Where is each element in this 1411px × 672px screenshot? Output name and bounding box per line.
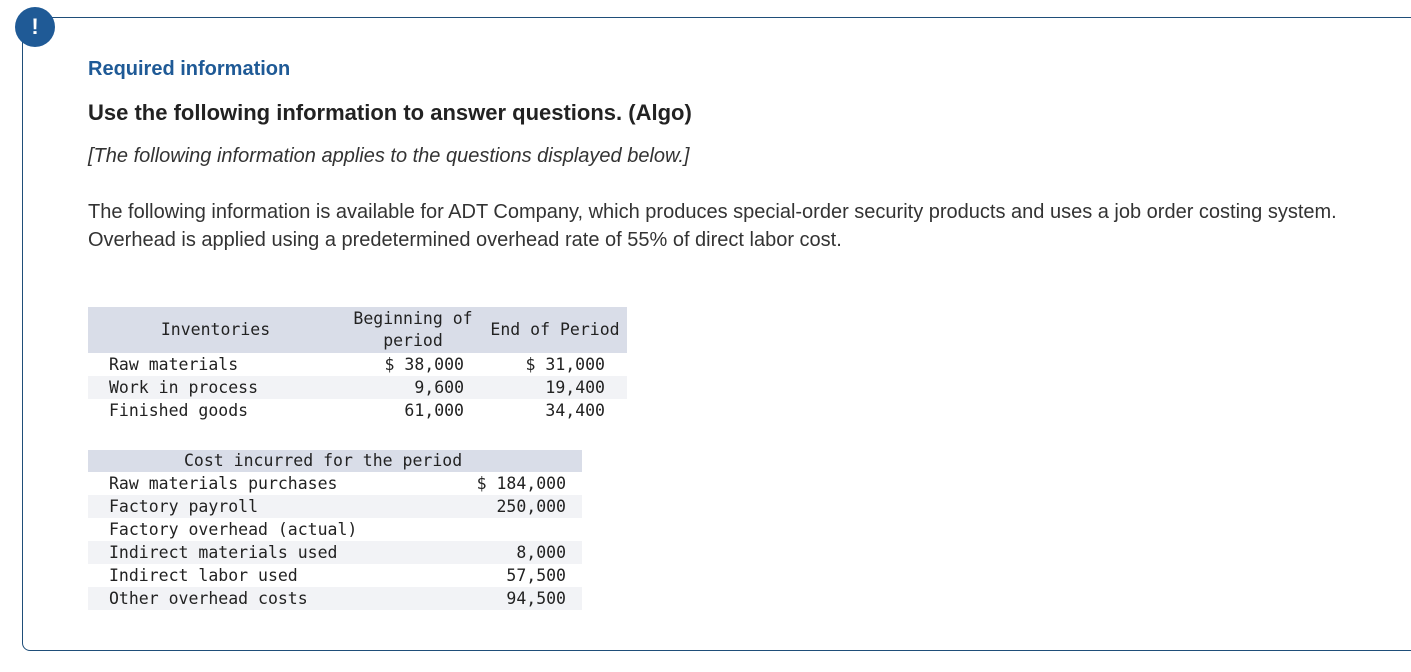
table-row	[88, 376, 627, 399]
applies-note: [The following information applies to the questions displayed below.]	[88, 145, 690, 167]
header-costs: Cost incurred for the period	[184, 451, 463, 470]
costs-header-row	[88, 450, 582, 472]
table-row	[88, 472, 582, 495]
row-label: Indirect materials used	[109, 543, 338, 562]
table-row	[88, 564, 582, 587]
header-end: End of Period	[490, 320, 620, 339]
cost-value: 94,500	[506, 589, 566, 608]
beginning-value: $ 38,000	[384, 355, 464, 374]
description-text: The following information is available for ADT Company, which produces special-order security products and uses a job order costing system. Overhead is applied using a predetermined overhead rate of 55% of direct labor cost.	[88, 201, 1337, 251]
section-heading: Use the following information to answer questions. (Algo)	[88, 100, 692, 125]
cost-value: $ 184,000	[476, 474, 566, 493]
row-label: Other overhead costs	[109, 589, 308, 608]
table-row	[88, 541, 582, 564]
header-beginning: Beginning of period	[353, 309, 473, 350]
beginning-value: 9,600	[414, 378, 464, 397]
row-label: Finished goods	[109, 401, 249, 420]
row-label: Raw materials purchases	[109, 474, 338, 493]
table-row	[88, 353, 627, 376]
row-label: Raw materials	[109, 355, 239, 374]
table-row	[88, 587, 582, 610]
cost-value: 8,000	[516, 543, 566, 562]
end-value: $ 31,000	[525, 355, 605, 374]
table-row	[88, 399, 627, 422]
alert-icon: !	[15, 7, 55, 47]
end-value: 34,400	[545, 401, 605, 420]
inventories-header-row	[88, 307, 627, 353]
table-row	[88, 518, 582, 541]
row-label: Indirect labor used	[109, 566, 298, 585]
required-info-label: Required information	[88, 58, 291, 80]
costs-table	[88, 450, 582, 610]
cost-value: 57,500	[506, 566, 566, 585]
header-inventories: Inventories	[160, 320, 271, 339]
row-label: Work in process	[109, 378, 259, 397]
end-value: 19,400	[545, 378, 605, 397]
row-label: Factory overhead (actual)	[109, 520, 358, 539]
table-row	[88, 495, 582, 518]
beginning-value: 61,000	[404, 401, 464, 420]
row-label: Factory payroll	[109, 497, 259, 516]
cost-value: 250,000	[496, 497, 566, 516]
inventories-table	[88, 307, 627, 422]
